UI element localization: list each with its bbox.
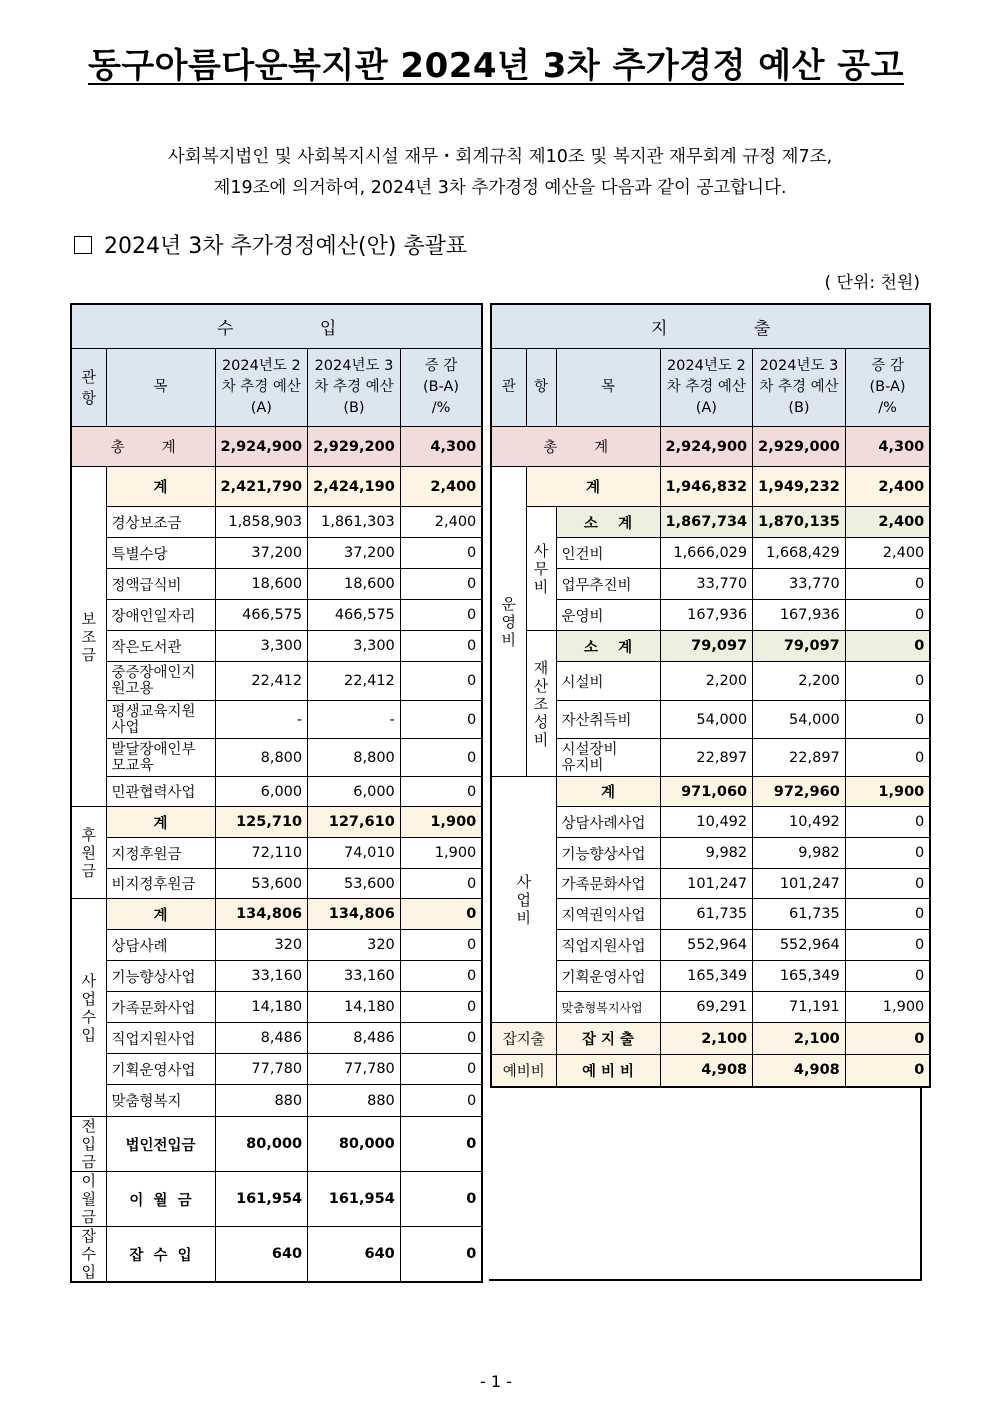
table-row [71, 701, 482, 739]
value-a: 134,806 [215, 899, 308, 930]
row-label: 특별수당 [106, 538, 215, 569]
row-label: 직업지원사업 [106, 1023, 215, 1054]
bojo-sum-row [71, 467, 482, 507]
value-diff: 0 [845, 662, 930, 701]
total-b: 2,929,200 [308, 427, 401, 467]
value-a: 33,160 [215, 961, 308, 992]
value-b: 14,180 [308, 992, 401, 1023]
value-b: 972,960 [753, 777, 846, 807]
value-b: 101,247 [753, 869, 846, 899]
value-b: 4,908 [753, 1055, 846, 1087]
value-a: - [215, 701, 308, 739]
value-b: 2,424,190 [308, 467, 401, 507]
row-label: 잡 수 입 [106, 1227, 215, 1283]
row-label: 지정후원금 [106, 838, 215, 869]
value-diff: 0 [845, 930, 930, 961]
value-diff: 0 [845, 631, 930, 662]
value-a: 61,735 [660, 899, 753, 930]
value-diff: 0 [400, 538, 482, 569]
expense-header: 지 출 [491, 304, 930, 349]
value-diff: 0 [845, 600, 930, 631]
total-label: 총 계 [71, 427, 215, 467]
value-a: 1,858,903 [215, 507, 308, 538]
value-b: 466,575 [308, 600, 401, 631]
value-a: 2,200 [660, 662, 753, 701]
value-b: 22,897 [753, 739, 846, 777]
group-japji: 잡지출 [491, 1023, 556, 1055]
col-budget-b: 2024년도 3차 추경 예산(B) [308, 349, 401, 427]
group-jap: 잡 수 입 [71, 1227, 106, 1283]
value-diff: 2,400 [400, 467, 482, 507]
total-b: 2,929,000 [753, 427, 846, 467]
value-diff: 1,900 [400, 807, 482, 838]
value-diff: 0 [400, 992, 482, 1023]
row-label: 시설비 [556, 662, 660, 701]
value-b: 8,486 [308, 1023, 401, 1054]
table-row [71, 838, 482, 869]
value-a: 6,000 [215, 777, 308, 807]
row-label: 기획운영사업 [556, 961, 660, 992]
row-label: 작은도서관 [106, 631, 215, 662]
row-label: 계 [556, 777, 660, 807]
row-label: 소 계 [556, 631, 660, 662]
col-mok: 목 [106, 349, 215, 427]
page-number: - 1 - [480, 1372, 512, 1391]
value-diff: 1,900 [845, 992, 930, 1023]
table-row [491, 662, 930, 701]
value-a: 2,100 [660, 1023, 753, 1055]
value-b: 53,600 [308, 869, 401, 899]
value-b: 880 [308, 1085, 401, 1117]
value-b: 1,861,303 [308, 507, 401, 538]
value-a: 552,964 [660, 930, 753, 961]
value-diff: 2,400 [845, 467, 930, 507]
value-diff: 0 [845, 838, 930, 869]
group-yebi: 예비비 [491, 1055, 556, 1087]
col-budget-a: 2024년도 2차 추경 예산(A) [215, 349, 308, 427]
table-row [71, 1085, 482, 1117]
table-row [491, 869, 930, 899]
col-hang: 항 [526, 349, 556, 427]
section-heading [74, 229, 467, 260]
iwol-row [71, 1172, 482, 1227]
table-row [71, 961, 482, 992]
value-b: 6,000 [308, 777, 401, 807]
value-b: 54,000 [753, 701, 846, 739]
value-a: 1,867,734 [660, 507, 753, 538]
value-a: 167,936 [660, 600, 753, 631]
table-row [491, 992, 930, 1023]
value-diff: 1,900 [845, 777, 930, 807]
value-b: 161,954 [308, 1172, 401, 1227]
table-row [71, 600, 482, 631]
value-b: 61,735 [753, 899, 846, 930]
row-label: 법인전입금 [106, 1117, 215, 1172]
row-label: 비지정후원금 [106, 869, 215, 899]
intro-line-2: 제19조에 의거하여, 2024년 3차 추가경정 예산을 다음과 같이 공고합니다. [213, 178, 787, 198]
samu-sum-row [491, 507, 930, 538]
value-diff: 0 [400, 701, 482, 739]
value-b: 1,949,232 [753, 467, 846, 507]
table-row [491, 569, 930, 600]
section-title: 2024년 3차 추가경정예산(안) 총괄표 [104, 234, 468, 259]
jap-row [71, 1227, 482, 1283]
row-label: 운영비 [556, 600, 660, 631]
value-diff: 0 [845, 807, 930, 838]
table-row [71, 930, 482, 961]
total-a: 2,924,900 [215, 427, 308, 467]
value-b: 552,964 [753, 930, 846, 961]
row-label: 계 [106, 899, 215, 930]
value-a: 53,600 [215, 869, 308, 899]
total-label: 총 계 [491, 427, 660, 467]
value-a: 8,486 [215, 1023, 308, 1054]
expense-table [490, 303, 931, 1088]
value-a: 320 [215, 930, 308, 961]
expense-total-row [491, 427, 930, 467]
value-b: 80,000 [308, 1117, 401, 1172]
value-a: 72,110 [215, 838, 308, 869]
row-label: 가족문화사업 [556, 869, 660, 899]
col-mok: 목 [556, 349, 660, 427]
row-label: 경상보조금 [106, 507, 215, 538]
table-row [71, 777, 482, 807]
value-b: 74,010 [308, 838, 401, 869]
value-a: 1,946,832 [660, 467, 753, 507]
row-label: 계 [106, 467, 215, 507]
table-row [71, 992, 482, 1023]
table-row [71, 538, 482, 569]
group-huwon: 후 원 금 [71, 807, 106, 899]
table-row [71, 1054, 482, 1085]
value-b: 8,800 [308, 739, 401, 777]
value-a: 3,300 [215, 631, 308, 662]
value-diff: 0 [400, 961, 482, 992]
table-row [491, 701, 930, 739]
table-row [491, 838, 930, 869]
row-label: 계 [526, 467, 660, 507]
table-row [491, 600, 930, 631]
group-jaesan: 재 산 조 성 비 [526, 631, 556, 777]
income-total-row [71, 427, 482, 467]
intro-line-1: 사회복지법인 및 사회복지시설 재무・회계규칙 제10조 및 복지관 재무회계 규정 제7조, [167, 147, 833, 167]
saeop-sum-row [71, 899, 482, 930]
income-header: 수 입 [71, 304, 482, 349]
table-row [491, 739, 930, 777]
value-diff: 0 [400, 569, 482, 600]
income-table [70, 303, 483, 1283]
value-diff: 0 [400, 739, 482, 777]
value-b: 37,200 [308, 538, 401, 569]
value-diff: 0 [400, 631, 482, 662]
table-row [71, 569, 482, 600]
value-diff: 0 [845, 1055, 930, 1087]
value-b: 165,349 [753, 961, 846, 992]
total-diff: 4,300 [400, 427, 482, 467]
huwon-sum-row [71, 807, 482, 838]
table-row [491, 538, 930, 569]
row-label: 소 계 [556, 507, 660, 538]
row-label: 가족문화사업 [106, 992, 215, 1023]
jeonip-row [71, 1117, 482, 1172]
value-diff: 0 [400, 1172, 482, 1227]
group-unyeong: 운 영 비 [491, 467, 526, 777]
table-row [491, 899, 930, 930]
value-a: 77,780 [215, 1054, 308, 1085]
value-diff: 1,900 [400, 838, 482, 869]
value-a: 33,770 [660, 569, 753, 600]
value-a: 18,600 [215, 569, 308, 600]
table-row [491, 807, 930, 838]
table-row [491, 961, 930, 992]
table-row [71, 631, 482, 662]
col-diff: 증 감 (B-A) /% [400, 349, 482, 427]
value-a: 971,060 [660, 777, 753, 807]
value-a: 22,897 [660, 739, 753, 777]
col-budget-b: 2024년도 3차 추경 예산(B) [753, 349, 846, 427]
value-a: 79,097 [660, 631, 753, 662]
group-saeop: 사 업 수 입 [71, 899, 106, 1117]
value-diff: 0 [845, 961, 930, 992]
value-b: 22,412 [308, 662, 401, 701]
value-b: 1,668,429 [753, 538, 846, 569]
value-diff: 0 [400, 600, 482, 631]
row-label: 기능향상사업 [106, 961, 215, 992]
value-a: 1,666,029 [660, 538, 753, 569]
row-label: 민관협력사업 [106, 777, 215, 807]
value-b: 71,191 [753, 992, 846, 1023]
value-diff: 0 [400, 1023, 482, 1054]
value-diff: 0 [845, 869, 930, 899]
value-b: 3,300 [308, 631, 401, 662]
value-a: 4,908 [660, 1055, 753, 1087]
value-a: 37,200 [215, 538, 308, 569]
value-diff: 0 [400, 662, 482, 701]
row-label: 평생교육지원사업 [106, 701, 215, 739]
value-a: 9,982 [660, 838, 753, 869]
col-diff: 증 감 (B-A) /% [845, 349, 930, 427]
row-label: 인건비 [556, 538, 660, 569]
value-diff: 0 [845, 701, 930, 739]
value-b: 79,097 [753, 631, 846, 662]
col-gwanhang: 관항 [71, 349, 106, 427]
row-label: 발달장애인부모교육 [106, 739, 215, 777]
table-row [71, 869, 482, 899]
col-gwan: 관 [491, 349, 526, 427]
intro-paragraph [60, 142, 940, 204]
value-a: 2,421,790 [215, 467, 308, 507]
value-a: 125,710 [215, 807, 308, 838]
total-diff: 4,300 [845, 427, 930, 467]
value-a: 466,575 [215, 600, 308, 631]
value-diff: 0 [400, 1054, 482, 1085]
value-diff: 0 [400, 1227, 482, 1283]
row-label: 상담사례사업 [556, 807, 660, 838]
unit-label: ( 단위: 천원) [824, 273, 920, 293]
value-diff: 2,400 [845, 507, 930, 538]
row-label: 중증장애인지원고용 [106, 662, 215, 701]
value-diff: 0 [400, 899, 482, 930]
value-b: 33,160 [308, 961, 401, 992]
table-row [71, 507, 482, 538]
value-b: 18,600 [308, 569, 401, 600]
value-b: 9,982 [753, 838, 846, 869]
japji-row [491, 1023, 930, 1055]
row-label: 장애인일자리 [106, 600, 215, 631]
value-a: 10,492 [660, 807, 753, 838]
value-a: 161,954 [215, 1172, 308, 1227]
value-a: 54,000 [660, 701, 753, 739]
value-b: 33,770 [753, 569, 846, 600]
group-iwol: 이 월 금 [71, 1172, 106, 1227]
row-label: 업무추진비 [556, 569, 660, 600]
value-a: 640 [215, 1227, 308, 1283]
value-a: 165,349 [660, 961, 753, 992]
value-a: 101,247 [660, 869, 753, 899]
value-diff: 0 [845, 899, 930, 930]
value-diff: 0 [400, 869, 482, 899]
value-diff: 2,400 [400, 507, 482, 538]
row-label: 기획운영사업 [106, 1054, 215, 1085]
row-label: 맞춤형복지사업 [556, 992, 660, 1023]
row-label: 직업지원사업 [556, 930, 660, 961]
value-b: 2,100 [753, 1023, 846, 1055]
group-samu: 사 무 비 [526, 507, 556, 631]
row-label: 기능향상사업 [556, 838, 660, 869]
jaesan-sum-row [491, 631, 930, 662]
checkbox-square-icon [74, 236, 92, 254]
page-title: 동구아름다운복지관 2024년 3차 추가경정 예산 공고 [87, 46, 904, 86]
saeop-sum-row [491, 777, 930, 807]
value-a: 22,412 [215, 662, 308, 701]
row-label: 시설장비유지비 [556, 739, 660, 777]
value-b: 640 [308, 1227, 401, 1283]
row-label: 예 비 비 [556, 1055, 660, 1087]
value-a: 8,800 [215, 739, 308, 777]
value-b: 10,492 [753, 807, 846, 838]
value-diff: 0 [400, 777, 482, 807]
group-jeonip: 전 입 금 [71, 1117, 106, 1172]
value-b: - [308, 701, 401, 739]
value-diff: 2,400 [845, 538, 930, 569]
group-saeop: 사 업 비 [491, 777, 556, 1023]
value-diff: 0 [845, 1023, 930, 1055]
value-b: 2,200 [753, 662, 846, 701]
value-a: 69,291 [660, 992, 753, 1023]
value-b: 127,610 [308, 807, 401, 838]
expense-empty-area [489, 1086, 922, 1281]
total-a: 2,924,900 [660, 427, 753, 467]
table-row [71, 1023, 482, 1054]
value-a: 14,180 [215, 992, 308, 1023]
value-b: 134,806 [308, 899, 401, 930]
row-label: 이 월 금 [106, 1172, 215, 1227]
value-diff: 0 [845, 569, 930, 600]
row-label: 정액급식비 [106, 569, 215, 600]
value-diff: 0 [845, 739, 930, 777]
yebi-row [491, 1055, 930, 1087]
value-b: 167,936 [753, 600, 846, 631]
row-label: 맞춤형복지 [106, 1085, 215, 1117]
value-b: 1,870,135 [753, 507, 846, 538]
value-diff: 0 [400, 930, 482, 961]
row-label: 상담사례 [106, 930, 215, 961]
table-row [491, 930, 930, 961]
table-row [71, 662, 482, 701]
value-diff: 0 [400, 1117, 482, 1172]
value-a: 880 [215, 1085, 308, 1117]
row-label: 지역권익사업 [556, 899, 660, 930]
table-row [71, 739, 482, 777]
row-label: 계 [106, 807, 215, 838]
unyeong-sum-row [491, 467, 930, 507]
group-bojo: 보 조 금 [71, 467, 106, 807]
value-b: 77,780 [308, 1054, 401, 1085]
row-label: 잡 지 출 [556, 1023, 660, 1055]
row-label: 자산취득비 [556, 701, 660, 739]
col-budget-a: 2024년도 2차 추경 예산(A) [660, 349, 753, 427]
value-b: 320 [308, 930, 401, 961]
value-a: 80,000 [215, 1117, 308, 1172]
value-diff: 0 [400, 1085, 482, 1117]
